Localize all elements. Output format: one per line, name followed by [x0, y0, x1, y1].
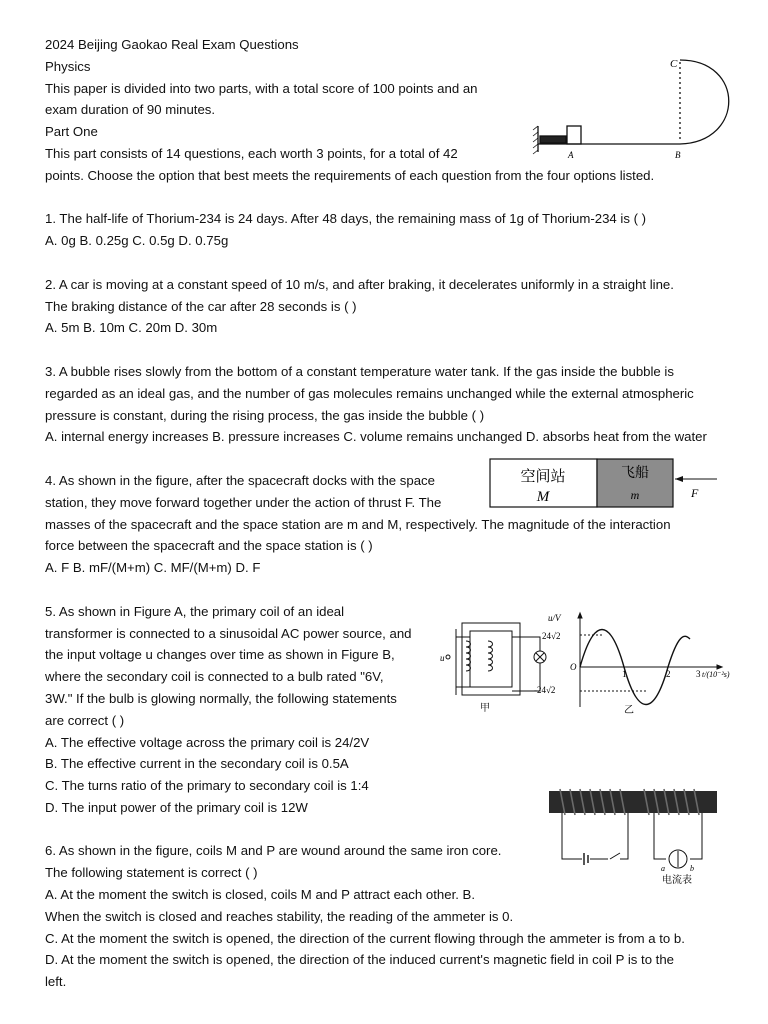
question-5-stem: 3W." If the bulb is glowing normally, the following statements: [45, 690, 397, 706]
wall-hatching: [533, 126, 538, 154]
part-heading: Part One: [45, 124, 98, 140]
secondary-wires: [512, 637, 540, 691]
figure-a-label: 甲: [480, 703, 490, 714]
question-5-stem: 5. As shown in Figure A, the primary coil of an ideal: [45, 603, 345, 619]
bulb-cross: [536, 653, 544, 661]
u-label: u: [440, 653, 445, 663]
block: [567, 126, 581, 144]
question-6-option: A. At the moment the switch is closed, coils M and P attract each other. B.: [45, 887, 476, 903]
trough-label: -24√2: [534, 685, 556, 695]
station-name: 空间站: [520, 469, 566, 485]
t2-label: 2: [666, 669, 671, 679]
part-description: This part consists of 14 questions, each worth 3 points, for a total of 42: [45, 145, 458, 161]
question-6-option: left.: [45, 974, 67, 990]
t3-label: 3: [696, 669, 701, 679]
figure-b-label: 乙: [624, 705, 634, 716]
intro-line: This paper is divided into two parts, with a total score of 100 points and an: [45, 80, 478, 96]
question-5-option: A. The effective voltage across the primary coil is 24/2V: [45, 734, 370, 750]
question-1-options: A. 0g B. 0.25g C. 0.5g D. 0.75g: [45, 233, 229, 249]
terminal-b: b: [690, 864, 694, 873]
label-a: A: [568, 150, 574, 160]
u-axis-arrow: [578, 613, 582, 618]
question-6-option: C. At the moment the switch is opened, the direction of the current flowing through the ammeter is from a to b.: [45, 930, 685, 946]
label-b: B: [675, 150, 681, 160]
exam-title: 2024 Beijing Gaokao Real Exam Questions: [45, 37, 299, 52]
question-3-stem: 3. A bubble rises slowly from the bottom of a constant temperature water tank. If the gas inside the bubble is: [45, 363, 674, 379]
battery-icon: [584, 853, 588, 865]
question-6-option: When the switch is closed and reaches stability, the reading of the ammeter is 0.: [45, 908, 514, 924]
question-4-stem: 4. As shown in the figure, after the spacecraft docks with the space: [45, 472, 435, 488]
peak-label: 24√2: [542, 631, 561, 641]
force-label: F: [691, 486, 699, 500]
question-5-option: B. The effective current in the secondary coil is 0.5A: [45, 756, 349, 772]
docking-figure: [489, 457, 721, 511]
question-3-options: A. internal energy increases B. pressure increases C. volume remains unchanged D. absorbs heat from the water: [45, 429, 707, 445]
question-5-stem: are correct ( ): [45, 712, 125, 728]
question-5-option: D. The input power of the primary coil is 12W: [45, 799, 308, 815]
question-6-option: D. At the moment the switch is opened, the direction of the induced current's magnetic field in coil P is to the: [45, 952, 675, 968]
question-6-stem: The following statement is correct ( ): [45, 865, 258, 881]
source-terminal: [446, 655, 450, 659]
question-4-stem: station, they move forward together under the action of thrust F. The: [45, 494, 442, 510]
craft-mass: m: [630, 488, 640, 502]
station-mass: M: [536, 489, 550, 505]
question-5-stem: where the secondary coil is connected to a bulb rated "6V,: [45, 669, 384, 685]
compressed-spring: [540, 136, 566, 143]
question-4-options: A. F B. mF/(M+m) C. MF/(M+m) D. F: [45, 560, 261, 576]
question-5-stem: the input voltage u changes over time as shown in Figure B,: [45, 647, 395, 663]
question-1-stem: 1. The half-life of Thorium-234 is 24 days. After 48 days, the remaining mass of 1g of Thorium-234 is ( ): [45, 211, 647, 227]
t-axis-label: t/(10⁻²s): [702, 670, 730, 679]
t-axis-arrow: [717, 665, 722, 669]
question-6-stem: 6. As shown in the figure, coils M and P are wound around the same iron core.: [45, 843, 502, 859]
part-description: points. Choose the option that best meets the requirements of each question from the four options listed.: [45, 167, 655, 183]
question-4-stem: force between the spacecraft and the space station is ( ): [45, 538, 373, 554]
loop-track: [680, 60, 729, 144]
subject: Physics: [45, 58, 91, 74]
u-axis-label: u/V: [548, 613, 561, 623]
transformer-figure: [440, 607, 730, 719]
track-figure: [530, 52, 730, 164]
question-3-stem: pressure is constant, during the rising process, the gas inside the bubble ( ): [45, 407, 485, 423]
intro-line: exam duration of 90 minutes.: [45, 102, 216, 118]
t1-label: 1: [622, 669, 627, 679]
question-3-stem: regarded as an ideal gas, and the number of gas molecules remains unchanged while the external atmospheric: [45, 385, 694, 401]
question-2-options: A. 5m B. 10m C. 20m D. 30m: [45, 320, 218, 336]
secondary-coil: [488, 641, 493, 671]
circuit-m: [562, 813, 628, 859]
terminal-a: a: [661, 864, 665, 873]
question-4-stem: masses of the spacecraft and the space station are m and M, respectively. The magnitude of the interaction: [45, 516, 671, 532]
label-c: C: [670, 58, 678, 70]
ammeter-label: 电流表: [662, 875, 692, 886]
craft-name: 飞船: [621, 466, 649, 481]
origin-label: O: [570, 662, 577, 672]
primary-wires: [456, 637, 470, 687]
coils-figure: [548, 787, 720, 887]
thrust-arrowhead: [675, 476, 683, 482]
question-5-stem: transformer is connected to a sinusoidal AC power source, and: [45, 625, 412, 641]
question-5-option: C. The turns ratio of the primary to secondary coil is 1:4: [45, 778, 369, 794]
question-2-stem: 2. A car is moving at a constant speed of 10 m/s, and after braking, it decelerates uniformly in a straight line.: [45, 276, 674, 292]
question-2-stem: The braking distance of the car after 28 seconds is ( ): [45, 298, 357, 314]
